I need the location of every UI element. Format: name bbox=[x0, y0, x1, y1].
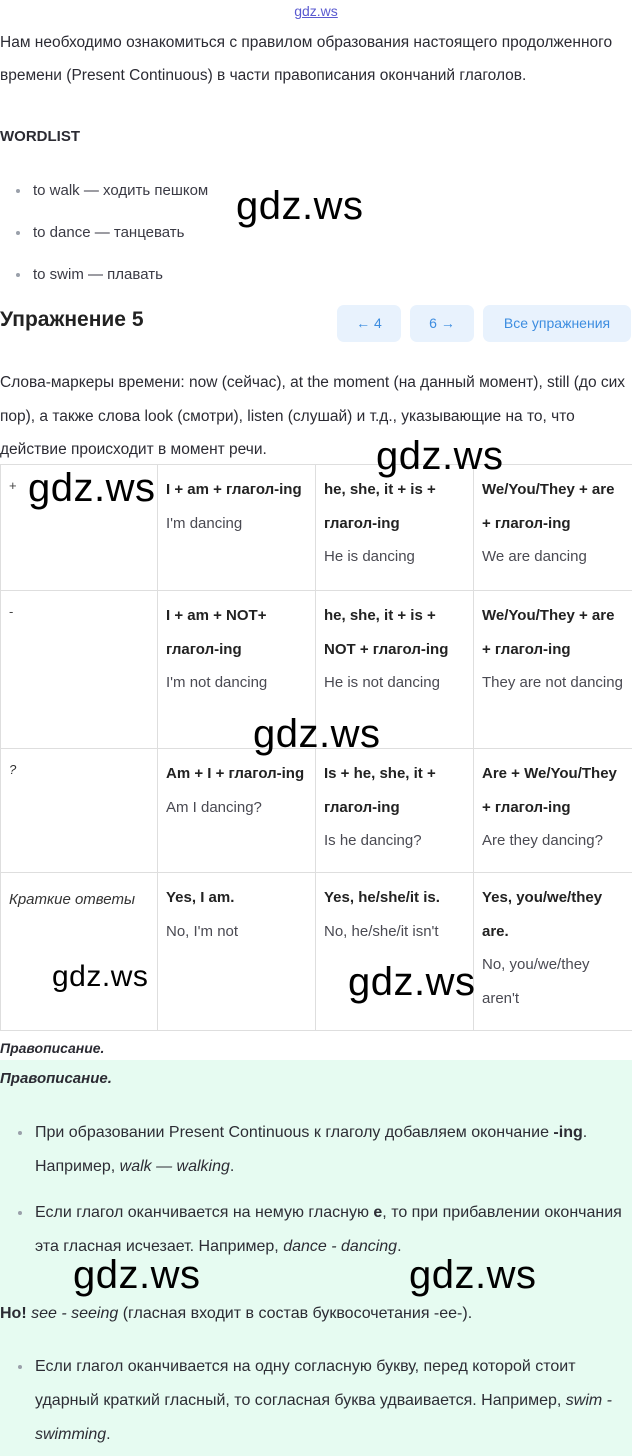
site-link[interactable]: gdz.ws bbox=[294, 3, 338, 19]
row-label: ? bbox=[1, 749, 158, 873]
bullet-icon bbox=[18, 1211, 22, 1215]
intro-text: Нам необходимо ознакомиться с правилом образования настоящего продолженного времени (Present Continuous) в части правописания окончаний глаголов. bbox=[0, 34, 613, 84]
bullet-icon bbox=[16, 231, 20, 235]
bullet-icon bbox=[18, 1365, 22, 1369]
table-row bbox=[1, 749, 632, 873]
table-cell: I + am + NOT+ глагол-ing I'm not dancing bbox=[158, 591, 316, 749]
exercise-title: Упражнение 5 bbox=[0, 308, 144, 331]
spelling-label: Правописание. bbox=[0, 1040, 105, 1056]
spelling-note: Но! see - seeing (гласная входит в состав буквосочетания -ee-). bbox=[0, 1305, 473, 1322]
bullet-icon bbox=[16, 273, 20, 277]
watermark: gdz.ws bbox=[409, 1253, 537, 1297]
row-label: Краткие ответы bbox=[1, 873, 158, 1031]
markers-text: Слова-маркеры времени: now (сейчас), at the moment (на данный момент), still (до сих пор), а также слова look (смотри), listen (слушай) и т.д., указывающие на то, что действие происходит в момент речи. bbox=[0, 374, 626, 458]
list-item: to dance — танцевать bbox=[0, 212, 208, 254]
wordlist bbox=[0, 170, 208, 296]
watermark: gdz.ws bbox=[52, 960, 149, 993]
table-cell: Yes, I am. No, I'm not bbox=[158, 873, 316, 1031]
table-cell: he, she, it + is + глагол-ing He is dancing bbox=[316, 465, 474, 591]
row-label: + bbox=[1, 465, 158, 591]
table-cell: We/You/They + are + глагол-ing They are not dancing bbox=[474, 591, 632, 749]
spelling-list-2 bbox=[0, 1350, 632, 1452]
table-cell: Am + I + глагол-ing Am I dancing? bbox=[158, 749, 316, 873]
watermark: gdz.ws bbox=[28, 466, 156, 510]
watermark: gdz.ws bbox=[376, 434, 504, 478]
table-cell: Are + We/You/They + глагол-ing Are they dancing? bbox=[474, 749, 632, 873]
prev-exercise-button[interactable]: ← 4 bbox=[337, 305, 401, 342]
all-exercises-button[interactable]: Все упражнения bbox=[483, 305, 631, 342]
next-exercise-button[interactable]: 6 → bbox=[410, 305, 474, 342]
bullet-icon bbox=[16, 189, 20, 193]
table-row bbox=[1, 873, 632, 1031]
watermark: gdz.ws bbox=[73, 1253, 201, 1297]
spelling-list bbox=[0, 1116, 632, 1264]
table-cell: Yes, he/she/it is. No, he/she/it isn't bbox=[316, 873, 474, 1031]
table-cell: I + am + глагол-ing I'm dancing bbox=[158, 465, 316, 591]
watermark: gdz.ws bbox=[253, 712, 381, 756]
list-item: Если глагол оканчивается на одну согласную букву, перед которой стоит ударный краткий гласный, то согласная буква удваивается. Например, swim - swimming. bbox=[0, 1350, 632, 1452]
bullet-icon bbox=[18, 1131, 22, 1135]
row-label: - bbox=[1, 591, 158, 749]
list-item: Если глагол оканчивается на немую гласную e, то при прибавлении окончания эта гласная исчезает. Например, dance - dancing. bbox=[0, 1196, 632, 1264]
table-cell: he, she, it + is + NOT + глагол-ing He is not dancing bbox=[316, 591, 474, 749]
list-item: to swim — плавать bbox=[0, 254, 208, 296]
wordlist-title: WORDLIST bbox=[0, 128, 80, 145]
table-cell: We/You/They + are + глагол-ing We are dancing bbox=[474, 465, 632, 591]
watermark: gdz.ws bbox=[348, 960, 476, 1004]
list-item: to walk — ходить пешком bbox=[0, 170, 208, 212]
list-item: При образовании Present Continuous к глаголу добавляем окончание -ing. Например, walk — walking. bbox=[0, 1116, 632, 1184]
table-cell: Yes, you/we/they are. No, you/we/they aren't bbox=[474, 873, 632, 1031]
watermark: gdz.ws bbox=[236, 184, 364, 228]
table-cell: Is + he, she, it + глагол-ing Is he dancing? bbox=[316, 749, 474, 873]
spelling-box-label: Правописание. bbox=[0, 1070, 112, 1087]
